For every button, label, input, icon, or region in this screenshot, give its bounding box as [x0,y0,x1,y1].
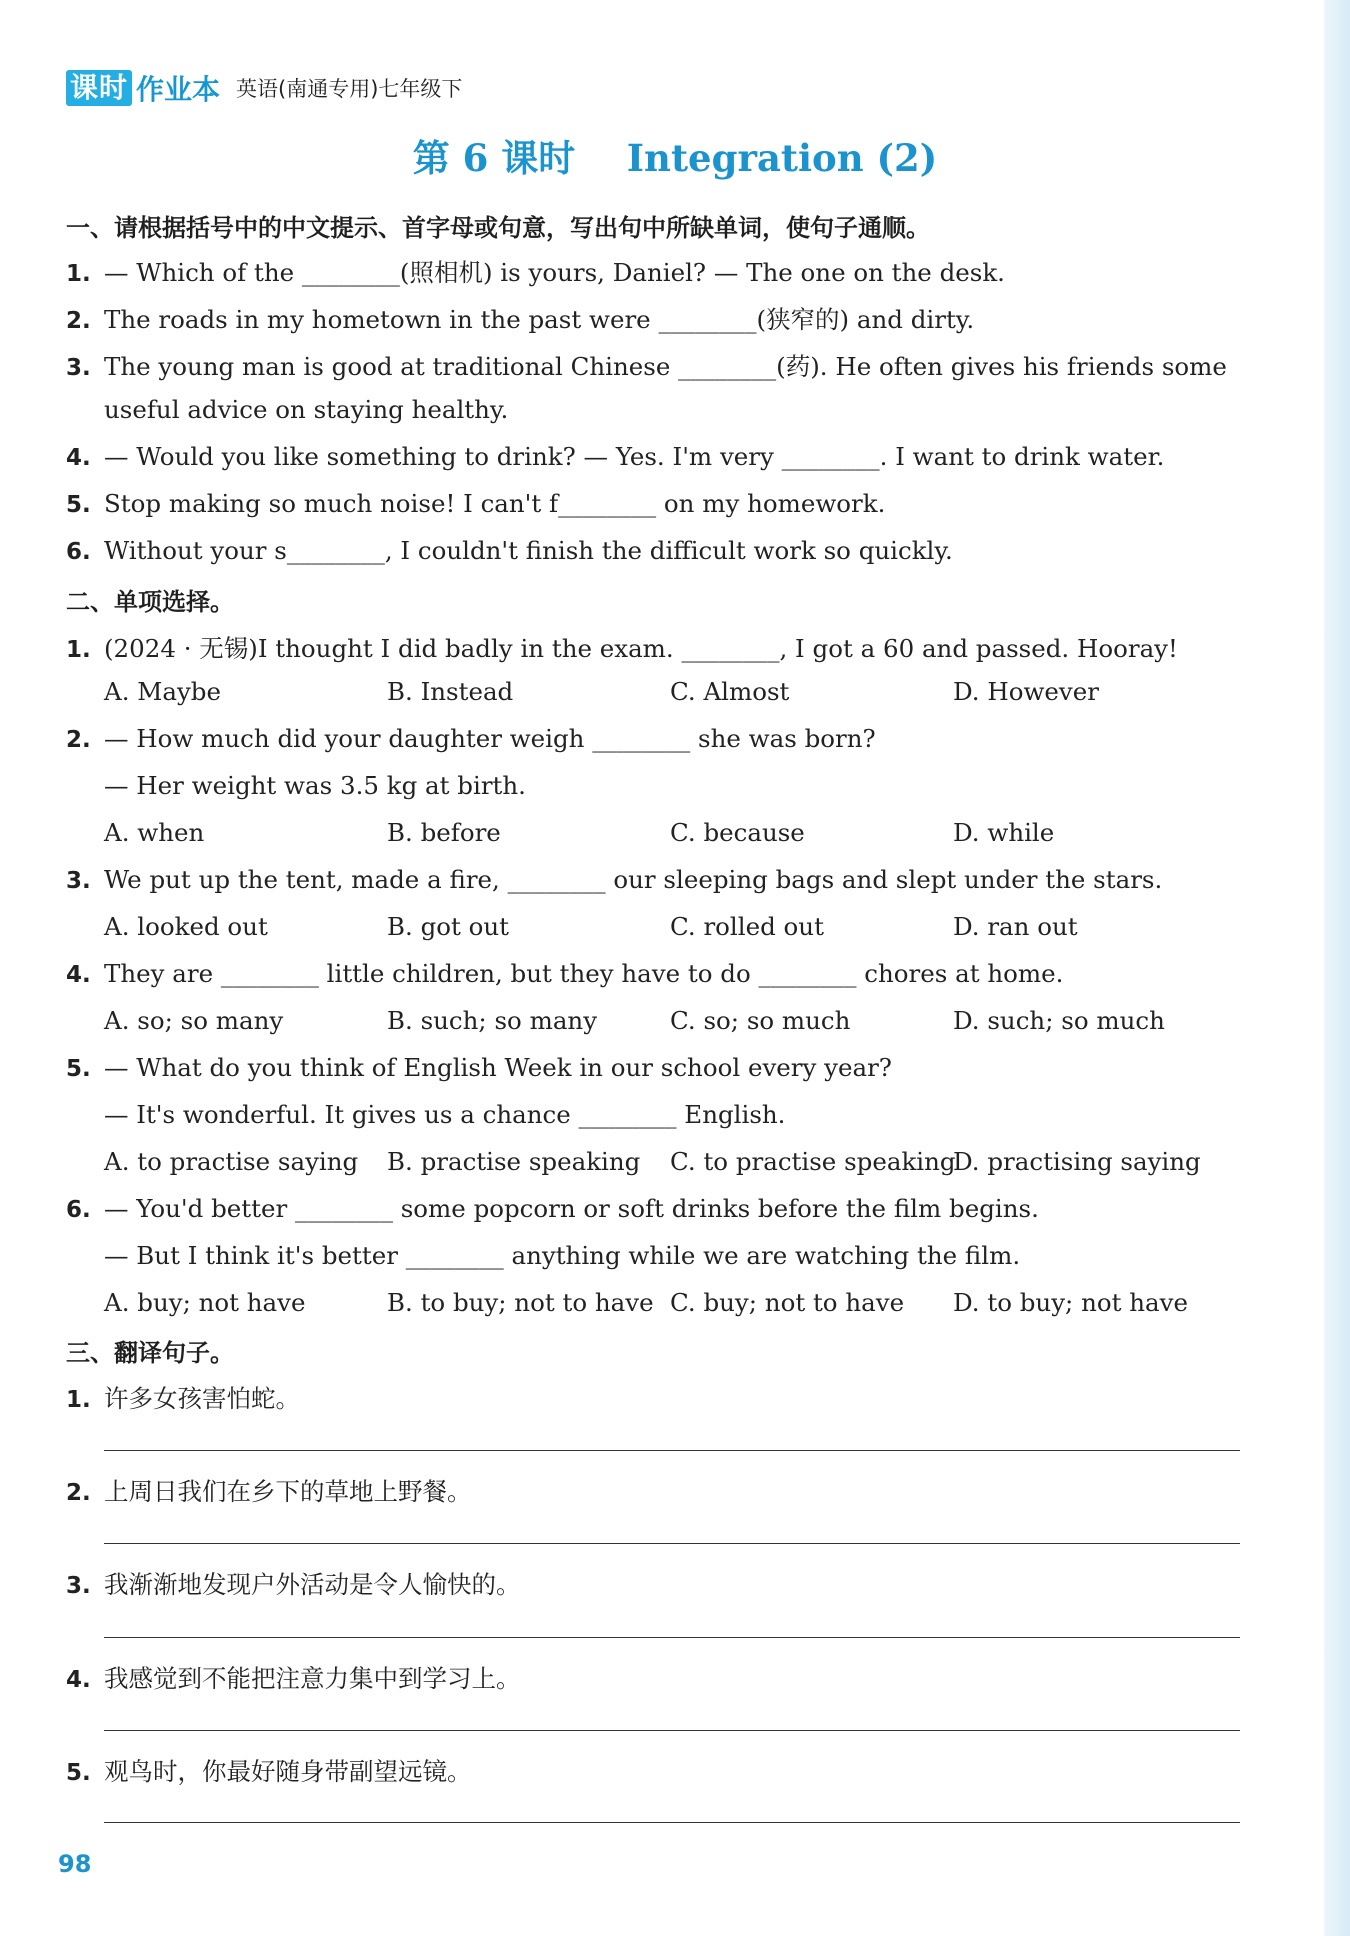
option-d: D. such; so much [953,1006,1165,1035]
s2-question-2-reply: — Her weight was 3.5 kg at birth. [104,771,526,800]
answer-line[interactable] [104,1450,1240,1451]
option-a: A. buy; not have [104,1288,306,1317]
s2-question-3 [66,865,1162,894]
question-number: 6. [66,539,91,565]
question-number: 2. [66,727,91,753]
s3-item-3 [66,1566,521,1601]
item-number: 1. [66,1387,91,1413]
s2-question-6-reply: — But I think it's better ________ anything while we are watching the film. [104,1241,1021,1270]
s3-item-5 [66,1753,472,1788]
option-c: C. to practise speaking [670,1147,956,1176]
logo-box: 课时 [66,70,132,106]
option-c: C. buy; not to have [670,1288,905,1317]
question-text: They are ________ little children, but they have to do ________ chores at home. [104,959,1064,988]
question-number: 3. [66,868,91,894]
s1-question-1 [66,254,1005,289]
answer-line[interactable] [104,1730,1240,1731]
option-c: C. rolled out [670,912,824,941]
option-a: A. so; so many [104,1006,284,1035]
s2-question-4 [66,959,1063,988]
s3-item-2 [66,1473,472,1508]
item-text: 上周日我们在乡下的草地上野餐。 [104,1477,472,1506]
option-a: A. to practise saying [104,1147,359,1176]
s2-question-1 [66,630,1178,665]
question-text: — What do you think of English Week in our school every year? [104,1053,892,1082]
option-c: C. so; so much [670,1006,851,1035]
option-b: B. practise speaking [387,1147,641,1176]
option-d: D. practising saying [953,1147,1201,1176]
answer-line[interactable] [104,1637,1240,1638]
s3-item-1 [66,1380,300,1415]
question-text: Without your s________, I couldn't finish the difficult work so quickly. [104,536,953,565]
option-d: D. However [953,677,1099,706]
item-number: 4. [66,1667,91,1693]
option-a: A. looked out [104,912,268,941]
s1-question-3-continued: useful advice on staying healthy. [104,395,509,424]
question-number: 4. [66,445,91,471]
s1-question-6 [66,536,953,565]
option-b: B. got out [387,912,510,941]
option-b: B. Instead [387,677,514,706]
question-number: 1. [66,637,91,663]
question-text: (2024 · 无锡)I thought I did badly in the exam. ________, I got a 60 and passed. Hooray! [104,634,1178,663]
section3-title: 三、翻译句子。 [66,1339,234,1367]
subject-label: 英语(南通专用)七年级下 [236,77,463,101]
option-b: B. such; so many [387,1006,598,1035]
lesson-title: 第 6 课时 Integration (2) [412,136,938,180]
question-number: 1. [66,261,91,287]
question-text: — How much did your daughter weigh ________ she was born? [104,724,876,753]
brand-logo [66,68,220,108]
s1-question-4 [66,442,1164,471]
s2-question-5-reply: — It's wonderful. It gives us a chance ________ English. [104,1100,786,1129]
option-c: C. because [670,818,805,847]
s2-question-2 [66,724,876,753]
question-text: We put up the tent, made a fire, ________ our sleeping bags and slept under the stars. [104,865,1163,894]
question-text: The young man is good at traditional Chinese ________(药). He often gives his friends some [104,352,1227,381]
answer-line[interactable] [104,1822,1240,1823]
s3-item-4 [66,1660,521,1695]
option-d: D. to buy; not have [953,1288,1188,1317]
item-number: 3. [66,1573,91,1599]
item-text: 我感觉到不能把注意力集中到学习上。 [104,1664,521,1693]
question-number: 5. [66,492,91,518]
answer-line[interactable] [104,1543,1240,1544]
s2-question-5 [66,1053,892,1082]
question-text: The roads in my hometown in the past were ________(狭窄的) and dirty. [104,305,975,334]
question-text: Stop making so much noise! I can't f________ on my homework. [104,489,886,518]
question-text: — Which of the ________(照相机) is yours, Daniel? — The one on the desk. [104,258,1005,287]
option-b: B. to buy; not to have [387,1288,654,1317]
item-number: 5. [66,1760,91,1786]
section1-title: 一、请根据括号中的中文提示、首字母或句意，写出句中所缺单词，使句子通顺。 [66,214,930,242]
page-edge-shading [1324,0,1350,1936]
question-text: — Would you like something to drink? — Yes. I'm very ________. I want to drink water. [104,442,1165,471]
question-number: 6. [66,1197,91,1223]
question-number: 4. [66,962,91,988]
option-a: A. when [104,818,205,847]
item-number: 2. [66,1480,91,1506]
s1-question-2 [66,301,974,336]
question-text: — You'd better ________ some popcorn or soft drinks before the film begins. [104,1194,1039,1223]
item-text: 观鸟时，你最好随身带副望远镜。 [104,1757,472,1786]
question-number: 3. [66,355,91,381]
option-c: C. Almost [670,677,790,706]
section2-title: 二、单项选择。 [66,588,234,616]
item-text: 许多女孩害怕蛇。 [104,1384,300,1413]
item-text: 我渐渐地发现户外活动是令人愉快的。 [104,1570,521,1599]
logo-text: 作业本 [136,73,221,106]
s2-question-6 [66,1194,1039,1223]
page-number: 98 [58,1850,92,1878]
page-header [66,66,462,110]
option-b: B. before [387,818,501,847]
question-number: 5. [66,1056,91,1082]
question-number: 2. [66,308,91,334]
option-d: D. ran out [953,912,1078,941]
option-a: A. Maybe [104,677,221,706]
option-d: D. while [953,818,1055,847]
s1-question-3 [66,348,1227,383]
s1-question-5 [66,489,885,518]
